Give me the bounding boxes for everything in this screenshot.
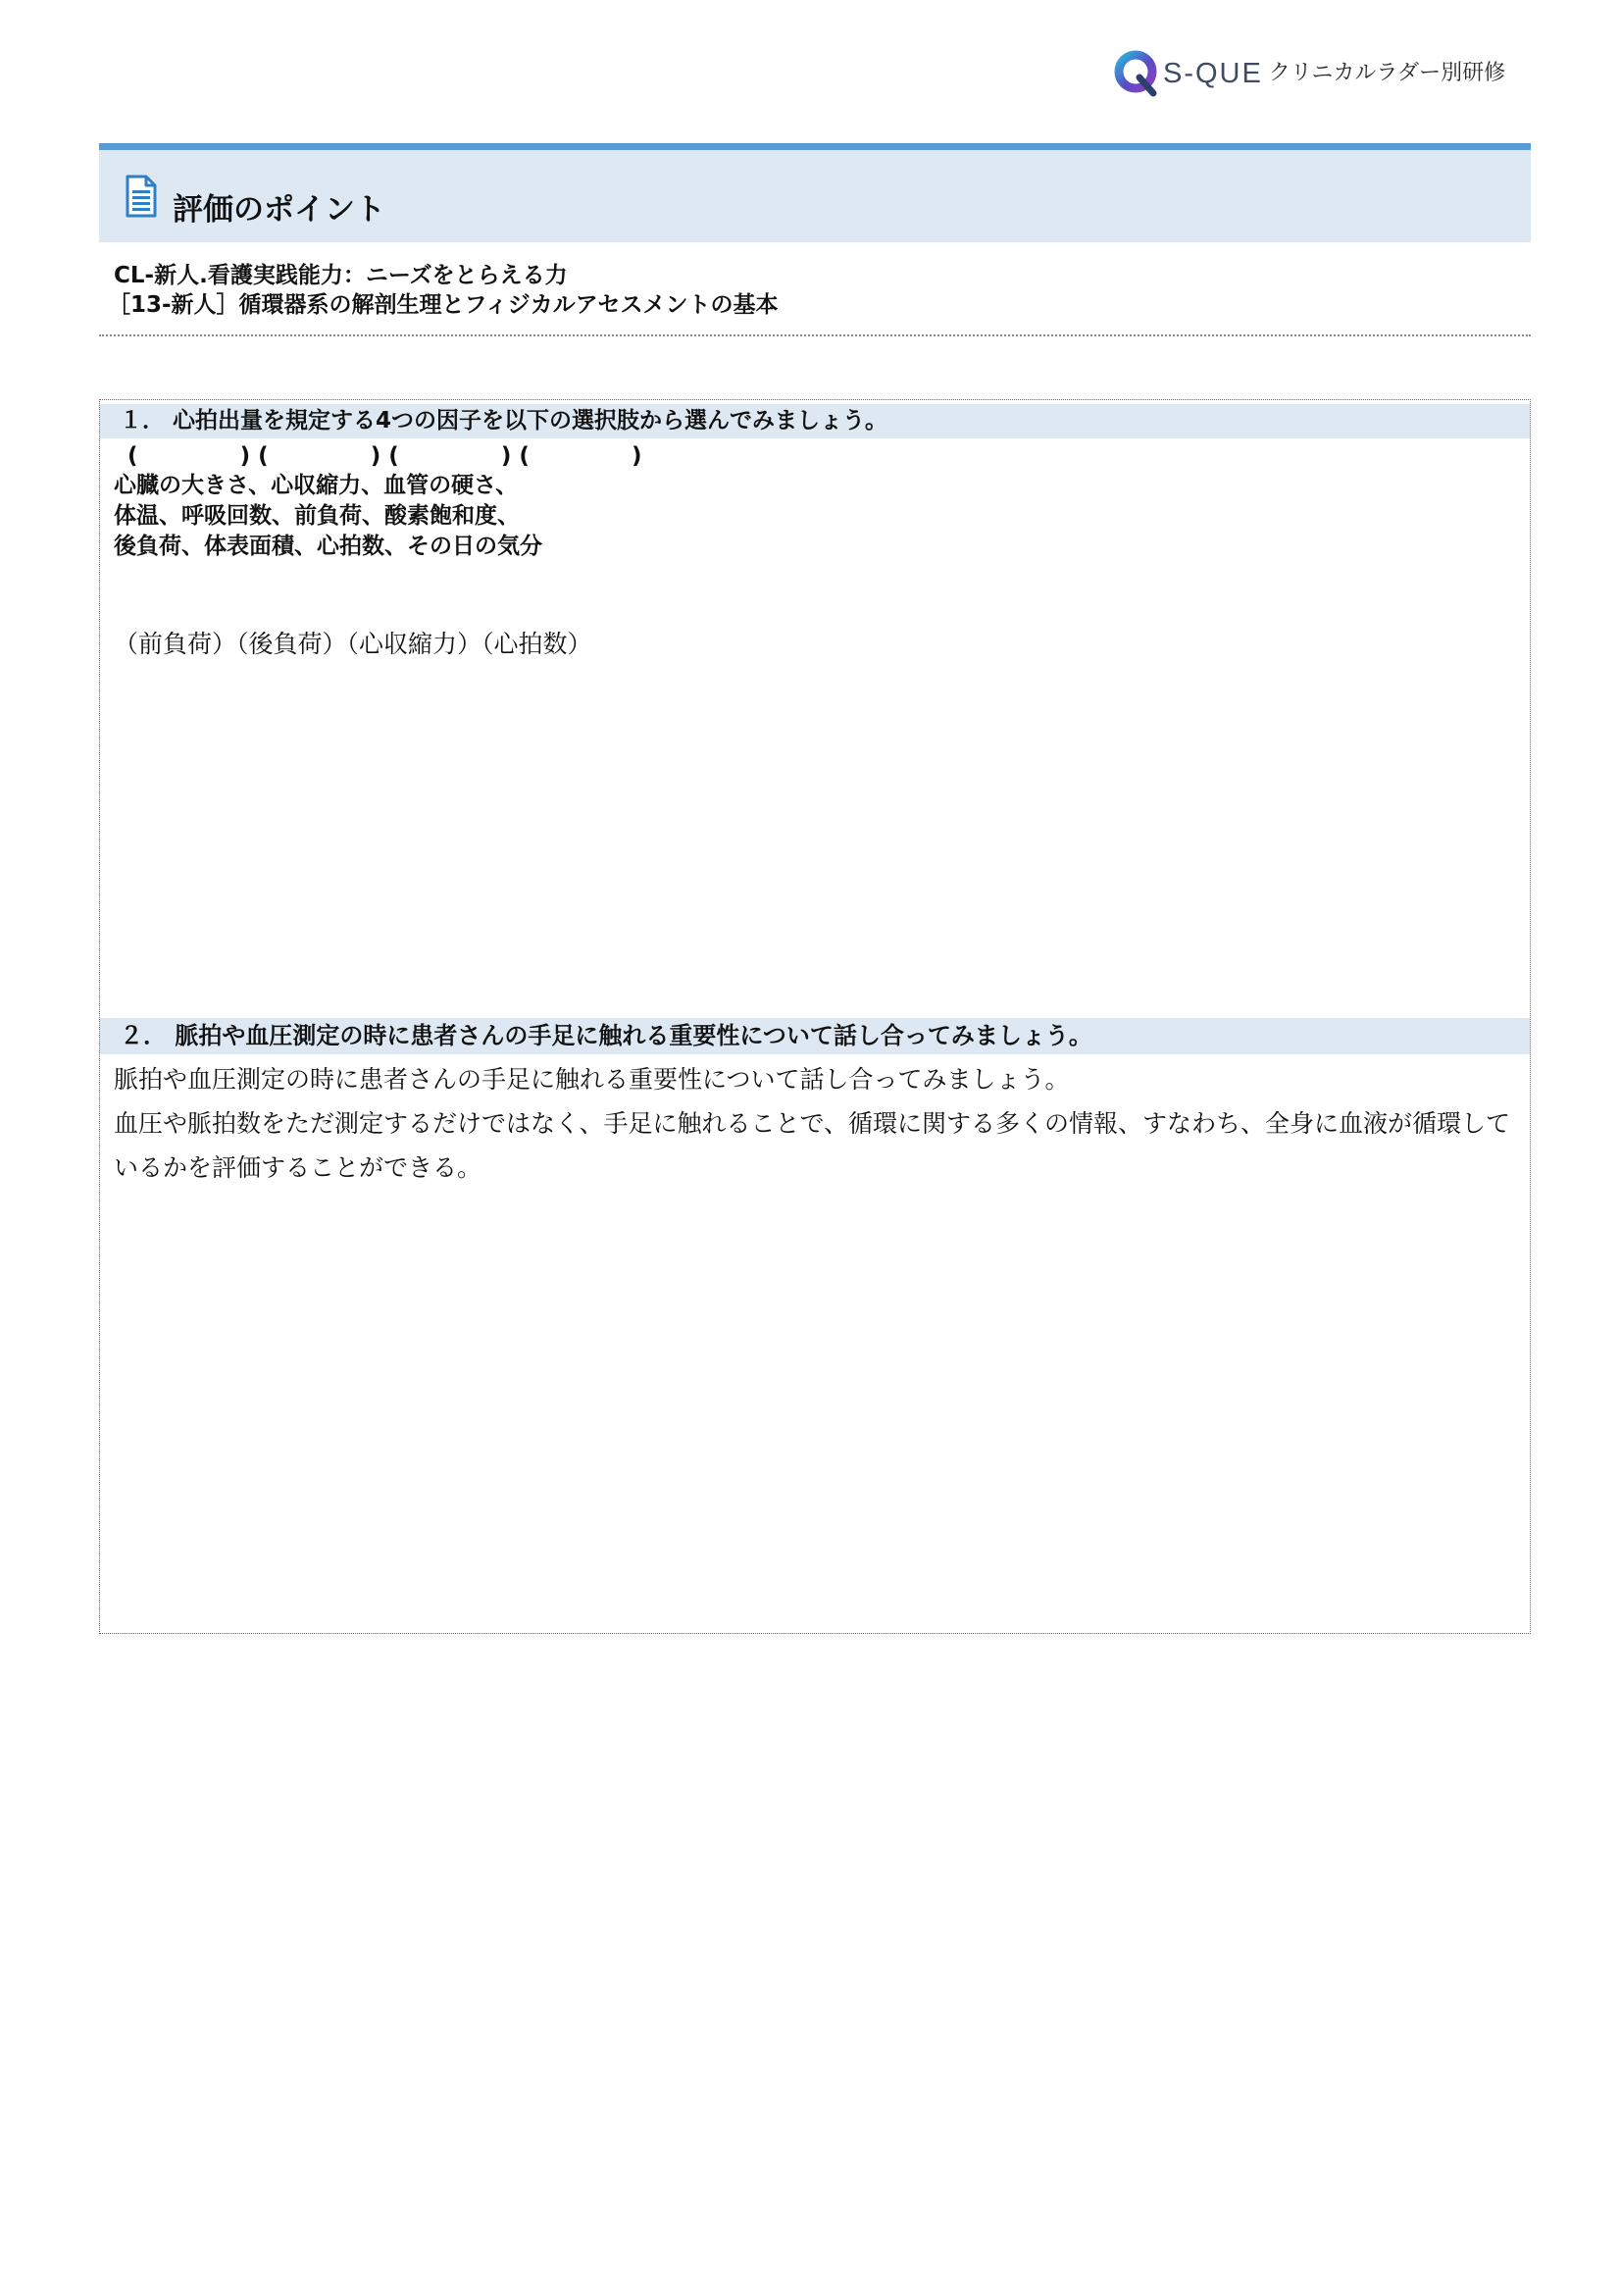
logo-product-text: クリニカルラダー別研修 <box>1268 61 1506 85</box>
question-2-answer <box>114 1057 1516 1190</box>
question-box <box>99 399 1531 1634</box>
document-icon <box>126 175 157 218</box>
divider <box>99 334 1531 336</box>
section-header <box>99 143 1531 242</box>
subtitle-line-1: CL-新人.看護実践能力：ニーズをとらえる力 <box>114 263 568 288</box>
question-1-answer: （前負荷）（後負荷）（心収縮力）（心拍数） <box>114 630 592 658</box>
page-title: 評価のポイント <box>173 192 385 228</box>
course-subtitle <box>108 261 779 320</box>
answer-paragraph: 血圧や脈拍数をただ測定するだけではなく、手足に触れることで、循環に関する多くの情報、すなわち、全身に血液が循環しているかを評価することができる。 <box>114 1109 1511 1182</box>
subtitle-line-2: ［13-新人］循環器系の解剖生理とフィジカルアセスメントの基本 <box>108 292 779 318</box>
question-1-heading: １． 心拍出量を規定する4つの因子を以下の選択肢から選んでみましょう。 <box>100 404 1530 438</box>
s-que-logo-mark-icon <box>1114 48 1161 99</box>
question-1-choices <box>114 471 542 562</box>
answer-paragraph: 脈拍や血圧測定の時に患者さんの手足に触れる重要性について話し合ってみましょう。 <box>114 1065 1070 1094</box>
brand-logo <box>1114 47 1505 100</box>
choice-line: 体温、呼吸回数、前負荷、酸素飽和度、 <box>114 503 520 529</box>
question-2-heading: ２． 脈拍や血圧測定の時に患者さんの手足に触れる重要性について話し合ってみましょう。 <box>100 1018 1530 1054</box>
logo-brand-text: S-QUE <box>1163 57 1263 89</box>
question-1-blanks: ( ) ( ) ( ) ( ) <box>127 443 642 469</box>
choice-line: 後負荷、体表面積、心拍数、その日の気分 <box>114 534 542 559</box>
choice-line: 心臓の大きさ、心収縮力、血管の硬さ、 <box>114 473 519 498</box>
